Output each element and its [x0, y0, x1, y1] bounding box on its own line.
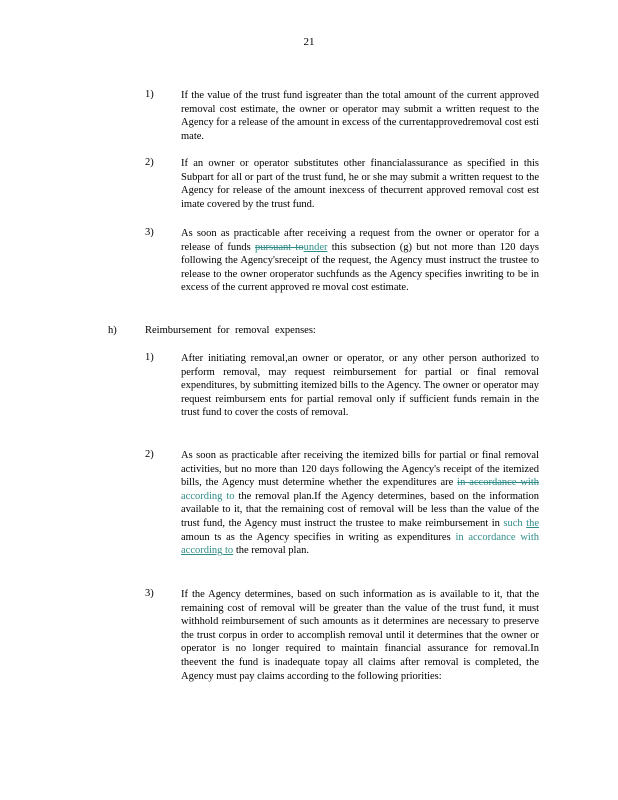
item-number: 3)	[145, 227, 154, 238]
body-text: this subsection (g) but not more than 120 days following the Agency'sreceipt of the request, the Agency must instruct the trustee to release to the owner oroperator suchfunds as the Agency specifies inwriting to be in excess of the current approved re moval cost estimate.	[181, 241, 539, 294]
body-text: After initiating removal,an owner or operator, or any other person authorized to perform removal, may request reimbursement for partial or final removal expenditures, by submitting itemized bills to the Agency. The owner or operator may request reimbursem ents for partial removal only if sufficient funds remain in the trust fund to cover the costs of removal.	[181, 353, 539, 419]
body-text: the removal plan.If the Agency determines, based on the information available to it, that the remaining cost of removal will be less than the value of the trust fund, the Agency must instruct the trustee to make reimbursement in	[181, 490, 539, 529]
paragraph	[181, 352, 539, 420]
page-number: 21	[303, 36, 315, 48]
inserted-text: according to	[181, 545, 234, 557]
item-number: 1)	[145, 89, 154, 100]
body-text: the removal plan.	[233, 545, 309, 557]
inserted-text: in accordance with	[455, 531, 539, 543]
paragraph	[181, 588, 539, 683]
deleted-text: pursuant to	[254, 241, 304, 253]
body-text: As soon as practicable after receiving a request from the owner or operator for a release of funds	[181, 228, 539, 253]
section-letter: h)	[108, 325, 117, 336]
item-number: 2)	[145, 449, 154, 460]
body-text: As soon as practicable after receiving the itemized bills for partial or final removal activities, but no more than 120 days following the Agency's receipt of the itemized bills, the Agency must determine whether the expenditures are	[181, 450, 539, 489]
body-text: amoun ts as the Agency specifies in writing as expenditures	[181, 531, 456, 543]
section-heading: Reimbursement for removal expenses:	[145, 325, 316, 336]
body-text: If an owner or operator substitutes other financialassurance as specified in this Subpart for all or part of the trust fund, he or she may submit a written request to the Agency for release of the amount inexcess of thecurrent approved removal cost est imate covered by the trust fund.	[181, 158, 539, 210]
inserted-text: the	[526, 517, 539, 529]
paragraph	[181, 227, 539, 295]
paragraph	[181, 89, 539, 143]
inserted-text: under	[303, 241, 328, 253]
paragraph	[181, 449, 539, 558]
body-text: If the value of the trust fund isgreater than the total amount of the current approved removal cost estimate, the owner or operator may submit a written request to the Agency for a release of the amount in excess of the currentapprovedremoval cost esti mate.	[181, 90, 539, 142]
item-number: 2)	[145, 157, 154, 168]
deleted-text: in accordance with	[457, 477, 539, 489]
body-text: If the Agency determines, based on such information as is available to it, that the remaining cost of removal will be greater than the value of the trust fund, it must withhold reimbursement of such amounts as it determines are necessary to preserve the trust corpus in order to accomplish removal until it determines that the owner or operator is no longer required to maintain financial assurance for removal.In theevent the fund is inadequate topay all claims after removal is completed, the Agency must pay claims according to the following priorities:	[181, 589, 539, 682]
item-number: 1)	[145, 352, 154, 363]
item-number: 3)	[145, 588, 154, 599]
inserted-text: such	[503, 517, 527, 529]
paragraph	[181, 157, 539, 211]
inserted-text: according to	[181, 490, 235, 502]
